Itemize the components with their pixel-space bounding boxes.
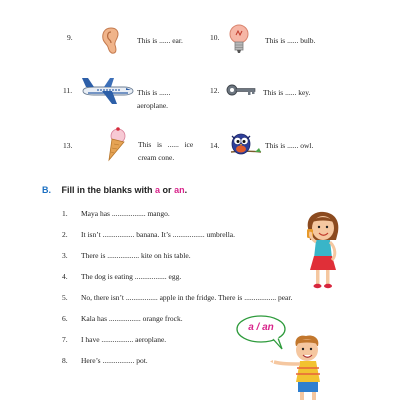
- speech-bubble-text: a / an: [248, 322, 274, 333]
- owl-icon: [227, 130, 263, 162]
- sentence-text: No, there isn’t ................. apple in the fridge. There is ................. pear.: [81, 293, 293, 302]
- sentence-text: I have ................. aeroplane.: [81, 335, 167, 344]
- item-text: [138, 138, 193, 164]
- item-number: 4.: [62, 272, 68, 281]
- item-line: cream cone.: [138, 153, 175, 162]
- key-icon: [226, 83, 258, 99]
- option-an: an: [174, 185, 185, 195]
- girl-illustration: [298, 210, 348, 290]
- item-text: [265, 34, 315, 47]
- ear-icon: [100, 26, 122, 56]
- item-number: 13.: [63, 141, 73, 150]
- ice-cream-icon: [103, 126, 129, 162]
- item-number: 8.: [62, 356, 68, 365]
- item-number: 9.: [67, 33, 73, 42]
- sentence-text: Kala has ................. orange frock.: [81, 314, 183, 323]
- bulb-icon: [228, 22, 250, 56]
- item-number: 11.: [63, 86, 73, 95]
- item-text: [137, 34, 183, 47]
- section-b-heading: [42, 185, 187, 195]
- item-number: 7.: [62, 335, 68, 344]
- sentence-text: Here’s ................. pot.: [81, 356, 148, 365]
- option-a: a: [155, 185, 161, 195]
- instruction-connector: or: [160, 185, 175, 195]
- item-line: This is ...... ear.: [137, 36, 183, 45]
- sentence-text: The dog is eating ................. egg.: [81, 272, 182, 281]
- item-number: 3.: [62, 251, 68, 260]
- instruction-end: .: [184, 185, 188, 195]
- sentence-text: It isn’t ................. banana. It’s ................. umbrella.: [81, 230, 236, 239]
- item-line: This is ...... key.: [263, 88, 311, 97]
- sentence-text: Maya has .................. mango.: [81, 209, 170, 218]
- item-number: 2.: [62, 230, 68, 239]
- item-text: [265, 139, 313, 152]
- item-line: This is ...... ice: [138, 140, 194, 149]
- item-number: 5.: [62, 293, 68, 302]
- item-text: [137, 86, 170, 112]
- sentence-text: There is ................. kite on his table.: [81, 251, 191, 260]
- item-number: 1.: [62, 209, 68, 218]
- item-number: 12.: [210, 86, 220, 95]
- item-number: 6.: [62, 314, 68, 323]
- item-number: 10.: [210, 33, 220, 42]
- item-line: This is ...... owl.: [265, 141, 314, 150]
- section-letter: B.: [42, 185, 51, 195]
- item-line: This is ...... bulb.: [265, 36, 316, 45]
- aeroplane-icon: [80, 74, 134, 106]
- item-text: [263, 86, 310, 99]
- instruction-text: Fill in the blanks with: [61, 185, 156, 195]
- item-number: 14.: [210, 141, 220, 150]
- item-line: aeroplane.: [137, 101, 169, 110]
- boy-illustration: [270, 330, 340, 400]
- item-line: This is ......: [137, 88, 171, 97]
